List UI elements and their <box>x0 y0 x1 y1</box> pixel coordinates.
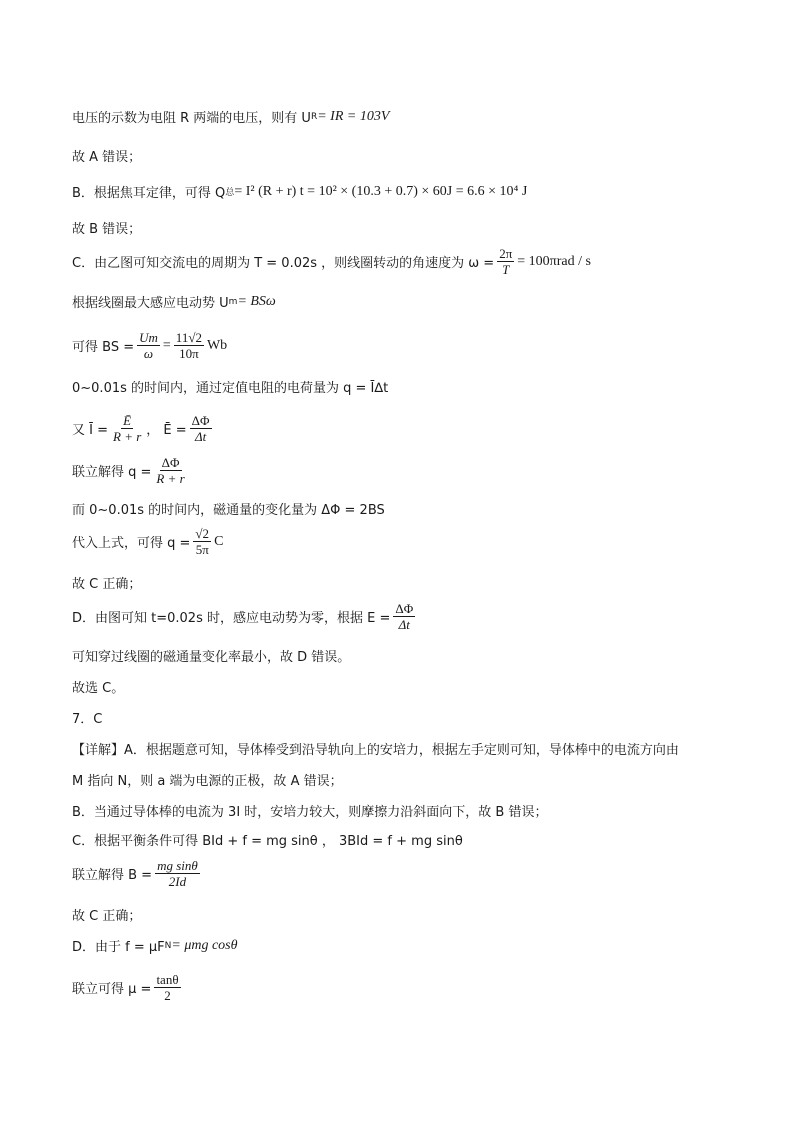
fraction: $\frac{11√2}{10\pi}$ <box>175 330 202 361</box>
line-22: 联立解得 B = $\frac{\text{mg sinθ}}{2Id}$ <box>72 858 198 889</box>
line-4: 故 B 错误； <box>72 222 142 237</box>
line-13: 故 C 正确； <box>72 577 142 592</box>
line-21: C．根据平衡条件可得 BId + f = mg sinθ ， 3BId = f + mg sinθ <box>72 834 463 849</box>
line-3: B．根据焦耳定律，可得 Q 总 = I² (R + r) t = 10² × (10.3 + 0.7) × 60J = 6.6 × 10⁴ J <box>72 183 528 201</box>
line-2: 故 A 错误； <box>72 150 142 165</box>
fraction: $\frac{\Delta\Phi}{\Delta t}$ <box>191 413 210 444</box>
line-14: D．由图可知 t=0.02s 时，感应电动势为零，根据 E = $\frac{\Delta\Phi}{\Delta t}$ <box>72 601 414 632</box>
line-15: 可知穿过线圈的磁通量变化率最小，故 D 错误。 <box>72 650 351 665</box>
line-8: 0~0.01s 的时间内，通过定值电阻的电荷量为 q = Ī∆t <box>72 381 389 396</box>
line-6: 根据线圈最大感应电动势 U m = BSω <box>72 293 276 311</box>
line-19: M 指向 N，则 a 端为电源的正极，故 A 错误； <box>72 774 343 789</box>
line-17: 7．C <box>72 712 103 727</box>
line-24: D．由于 f = μF N = μmg cosθ <box>72 937 238 955</box>
line-20: B．当通过导体棒的电流为 3I 时，安培力较大，则摩擦力沿斜面向下，故 B 错误； <box>72 805 548 820</box>
fraction: $\frac{\text{mg sinθ}}{2Id}$ <box>157 858 198 889</box>
line-10: 联立解得 q = $\frac{\Delta\Phi}{R + r}$ <box>72 455 185 486</box>
line-18: 【详解】A．根据题意可知，导体棒受到沿导轨向上的安培力，根据左手定则可知，导体棒中的电流方向由 <box>72 743 679 758</box>
line-1: 电压的示数为电阻 R 两端的电压，则有 U R = IR = 103V <box>72 108 390 126</box>
line-12: 代入上式，可得 q = $\frac{√2}{5\pi}$ C <box>72 526 224 557</box>
fraction: $\frac{Ē}{R + r}$ <box>113 413 142 444</box>
line-25: 联立可得 μ = $\frac{\tan\theta}{2}$ <box>72 972 179 1003</box>
line-23: 故 C 正确； <box>72 909 142 924</box>
fraction: $\frac{\Delta\Phi}{\Delta t}$ <box>395 601 414 632</box>
fraction: $\frac{\Delta\Phi}{R + r}$ <box>156 455 185 486</box>
line-9: 又 Ī = $\frac{Ē}{R + r}$ ， Ē = $\frac{\Delta\Phi}{\Delta t}$ <box>72 413 210 444</box>
line-11: 而 0~0.01s 的时间内，磁通量的变化量为 ΔΦ = 2BS <box>72 503 385 518</box>
fraction: $\frac{Um}{\omega}$ <box>139 330 158 361</box>
fraction: $\frac{\tan\theta}{2}$ <box>156 972 179 1003</box>
fraction: $\frac{2\pi}{T}$ <box>499 246 513 277</box>
line-5: C．由乙图可知交流电的周期为 T = 0.02s ，则线圈转动的角速度为 ω = $\frac{2\pi}{T}$ = 100πrad / s <box>72 246 591 277</box>
line-7: 可得 BS = $\frac{Um}{\omega}$ = $\frac{11√2}{10\pi}$ Wb <box>72 330 228 361</box>
line-16: 故选 C。 <box>72 681 125 696</box>
fraction: $\frac{√2}{5\pi}$ <box>195 526 210 557</box>
